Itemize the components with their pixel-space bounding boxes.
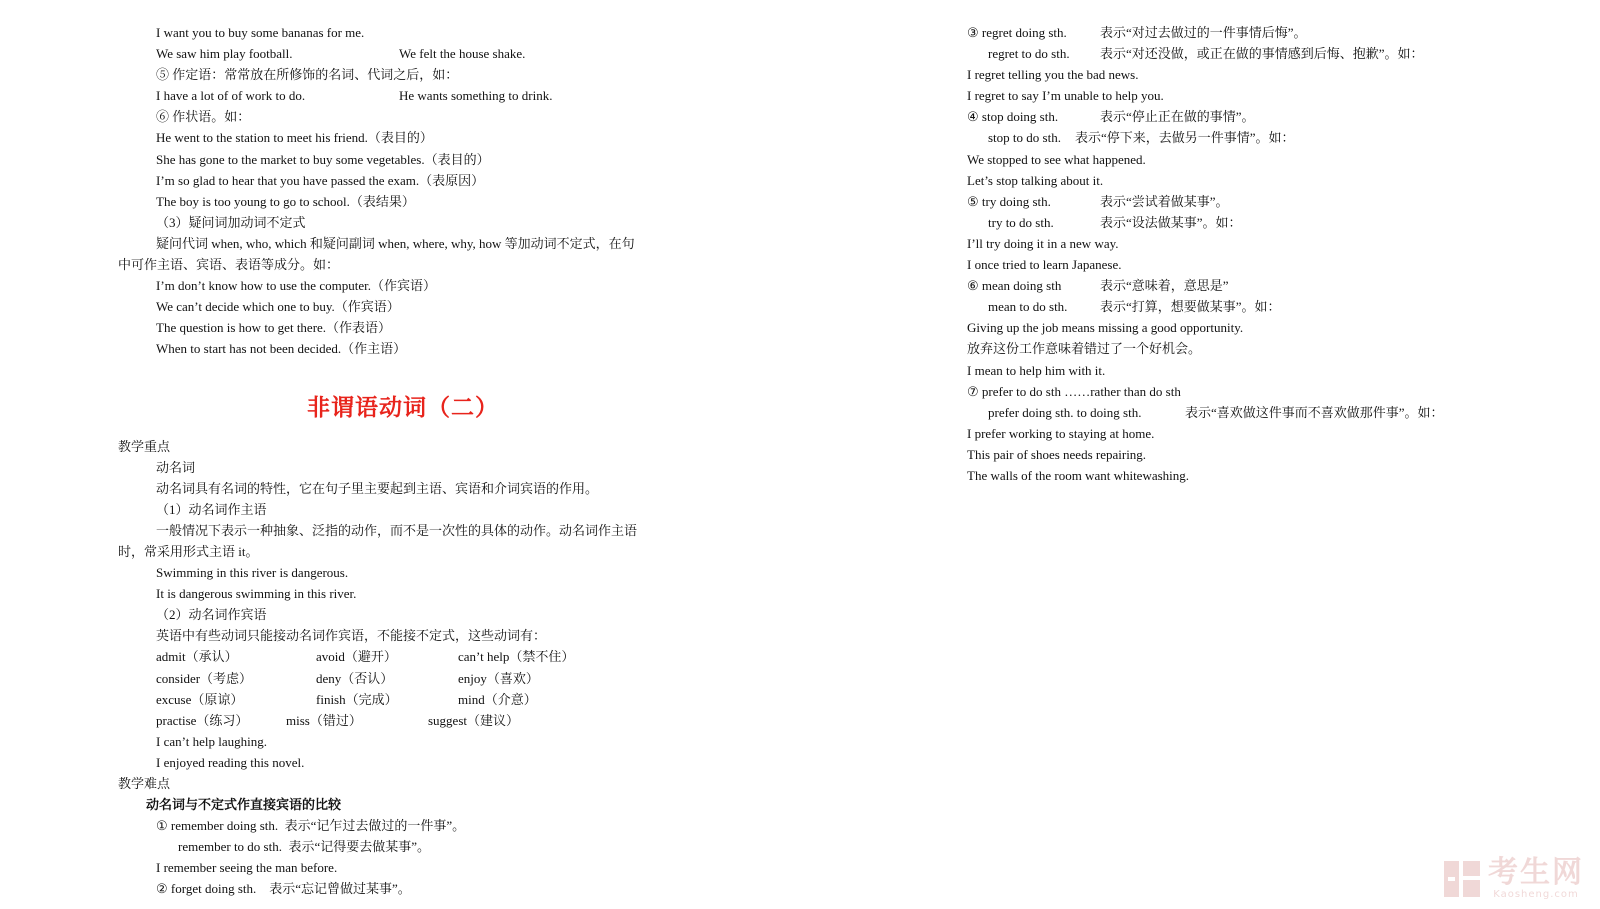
- text-line: I remember seeing the man before.: [156, 860, 338, 876]
- text-line: ② forget doing sth. 表示“忘记曾做过某事”。: [156, 881, 411, 897]
- text-line: I want you to buy some bananas for me.: [156, 25, 365, 40]
- text-line: The boy is too young to go to school.（表结果）: [156, 193, 415, 209]
- text-line-a: ⑤ try doing sth.: [967, 193, 1051, 209]
- verb-item: excuse（原谅）: [156, 691, 244, 707]
- text-line: I’ll try doing it in a new way.: [967, 235, 1119, 251]
- verb-row: [118, 710, 688, 731]
- text-line: 时，常采用形式主语 it。: [118, 543, 259, 559]
- text-line-a: regret to do sth.: [988, 46, 1070, 62]
- text-line: I can’t help laughing.: [156, 733, 267, 749]
- verb-row: [118, 689, 688, 710]
- text-line: This pair of shoes needs repairing.: [967, 446, 1147, 462]
- text-line-a: ③ regret doing sth.: [967, 25, 1067, 40]
- text-line: He went to the station to meet his friend.（表目的）: [156, 130, 433, 146]
- text-line: I regret telling you the bad news.: [967, 67, 1139, 83]
- text-line: （3）疑问词加动词不定式: [156, 214, 306, 230]
- text-line: remember to do sth. 表示“记得要去做某事”。: [178, 839, 431, 855]
- text-line-b: 表示“停止正在做的事情”。: [1100, 109, 1255, 125]
- verb-item: can’t help（禁不住）: [458, 649, 575, 665]
- watermark-cn: 考生网: [1488, 855, 1584, 890]
- text-line: She has gone to the market to buy some vegetables.（表目的）: [156, 151, 490, 167]
- text-line: I’m don’t know how to use the computer.（作宾语）: [156, 278, 436, 294]
- text-line: 中可作主语、宾语、表语等成分。如：: [118, 257, 340, 273]
- text-line: I prefer working to staying at home.: [967, 425, 1155, 441]
- text-line-b: 表示“设法做某事”。如：: [1100, 214, 1242, 230]
- verb-item: miss（错过）: [286, 712, 362, 728]
- text-line: We can’t decide which one to buy.（作宾语）: [156, 299, 400, 315]
- text-line-a: prefer doing sth. to doing sth.: [988, 404, 1142, 420]
- text-line: 英语中有些动词只能接动名词作宾语，不能接不定式，这些动词有：: [156, 628, 547, 644]
- text-line-a: ④ stop doing sth.: [967, 109, 1059, 125]
- text-line: It is dangerous swimming in this river.: [156, 586, 357, 602]
- text-line-a: mean to do sth.: [988, 299, 1068, 315]
- left-column: [118, 22, 688, 900]
- verb-row: [118, 668, 688, 689]
- text-line: 疑问代词 when, who, which 和疑问副词 when, where, why, how 等加动词不定式，在句: [156, 235, 635, 251]
- verb-item: consider（考虑）: [156, 670, 253, 686]
- text-line: 放弃这份工作意味着错过了一个好机会。: [967, 341, 1202, 357]
- text-line: ⑤ 作定语：常常放在所修饰的名词、代词之后，如：: [156, 67, 459, 83]
- verb-item: avoid（避开）: [316, 649, 397, 665]
- verb-item: enjoy（喜欢）: [458, 670, 539, 686]
- verb-row: [118, 646, 688, 667]
- text-line: I once tried to learn Japanese.: [967, 257, 1122, 273]
- text-line-pair: [967, 22, 1527, 43]
- text-line: I regret to say I’m unable to help you.: [967, 88, 1164, 104]
- section-heading: 教学重点: [118, 438, 171, 454]
- text-line-b: 表示“喜欢做这件事而不喜欢做那件事”。如：: [1185, 404, 1444, 420]
- text-line: Swimming in this river is dangerous.: [156, 565, 349, 581]
- section-title: 非谓语动词（二）: [307, 394, 499, 421]
- text-line-pair: [967, 43, 1527, 64]
- text-line: 一般情况下表示一种抽象、泛指的动作，而不是一次性的具体的动作。动名词作主语: [156, 522, 638, 538]
- text-line-b: 表示“意味着，意思是”: [1100, 278, 1229, 294]
- verb-item: practise（练习）: [156, 712, 249, 728]
- text-line-pair: [967, 191, 1527, 212]
- watermark-text: [1488, 857, 1584, 901]
- text-line-a: ⑥ mean doing sth: [967, 278, 1062, 294]
- verb-item: deny（否认）: [316, 670, 394, 686]
- text-line-a: stop to do sth.: [988, 130, 1061, 146]
- kaosheng-logo-icon: [1442, 859, 1482, 899]
- text-line-b: 表示“尝试着做某事”。: [1100, 193, 1229, 209]
- section-subheading: 动名词与不定式作直接宾语的比较: [146, 797, 342, 813]
- text-line: Let’s stop talking about it.: [967, 172, 1104, 188]
- text-line-pair: [967, 212, 1527, 233]
- verb-item: admit（承认）: [156, 649, 238, 665]
- text-line-pair: [967, 275, 1527, 296]
- text-line-b: We felt the house shake.: [399, 46, 526, 62]
- text-line: ⑦ prefer to do sth ……rather than do sth: [967, 383, 1181, 399]
- text-line: I’m so glad to hear that you have passed the exam.（表原因）: [156, 172, 485, 188]
- text-line-pair: [118, 43, 688, 64]
- section-heading: 教学难点: [118, 776, 171, 791]
- text-line-b: 表示“对还没做，或正在做的事情感到后悔、抱歉”。如：: [1100, 46, 1424, 62]
- text-line-pair: [967, 106, 1527, 127]
- text-line-b: 表示“停下来，去做另一件事情”。如：: [1075, 130, 1295, 146]
- verb-item: suggest（建议）: [428, 712, 520, 728]
- text-line: 动名词具有名词的特性，它在句子里主要起到主语、宾语和介词宾语的作用。: [156, 480, 599, 496]
- text-line-b: 表示“对过去做过的一件事情后悔”。: [1100, 25, 1307, 40]
- watermark-en: Kaosheng.com: [1493, 889, 1579, 900]
- kaosheng-watermark: [1442, 857, 1584, 901]
- verb-item: mind（介意）: [458, 691, 537, 707]
- text-line: I mean to help him with it.: [967, 362, 1106, 378]
- text-line-pair: [967, 402, 1527, 423]
- text-line-a: I have a lot of of work to do.: [156, 88, 306, 104]
- text-line: The question is how to get there.（作表语）: [156, 320, 392, 336]
- text-line: （2）动名词作宾语: [156, 607, 267, 623]
- text-line: The walls of the room want whitewashing.: [967, 467, 1190, 483]
- verb-item: finish（完成）: [316, 691, 398, 707]
- right-column: [967, 22, 1527, 486]
- text-line-pair: [118, 85, 688, 106]
- text-line-a: try to do sth.: [988, 214, 1054, 230]
- text-line: （1）动名词作主语: [156, 501, 267, 517]
- text-line: ⑥ 作状语。如：: [156, 109, 251, 125]
- text-line-a: We saw him play football.: [156, 46, 293, 62]
- text-line-b: 表示“打算，想要做某事”。如：: [1100, 299, 1281, 315]
- text-line: When to start has not been decided.（作主语）: [156, 341, 407, 357]
- text-line: Giving up the job means missing a good opportunity.: [967, 320, 1244, 336]
- text-line: 动名词: [156, 459, 196, 475]
- text-line-pair: [967, 127, 1527, 148]
- text-line: We stopped to see what happened.: [967, 151, 1146, 167]
- text-line-pair: [967, 296, 1527, 317]
- text-line: I enjoyed reading this novel.: [156, 754, 305, 770]
- text-line: ① remember doing sth. 表示“记乍过去做过的一件事”。: [156, 818, 466, 834]
- text-line-b: He wants something to drink.: [399, 88, 553, 104]
